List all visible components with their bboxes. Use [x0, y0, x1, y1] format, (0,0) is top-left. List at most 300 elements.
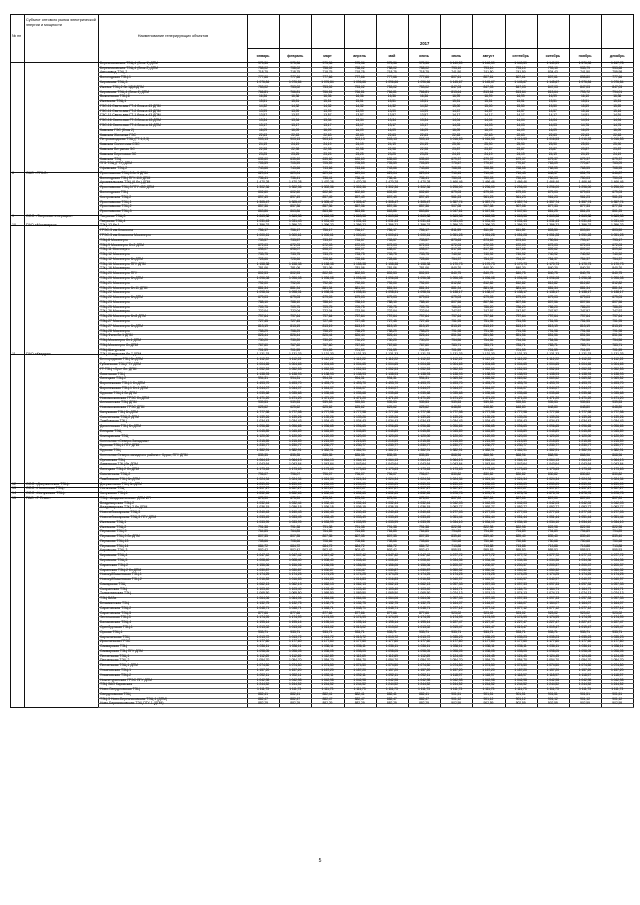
- object-name: ТЭЦ-23 Мосэнерго: [100, 299, 130, 304]
- value-cell: 1 138,93: [417, 371, 431, 376]
- value-cell: 718,75: [290, 70, 301, 75]
- column-divider: [344, 14, 345, 707]
- value-cell: 830,82: [515, 471, 526, 476]
- value-cell: 1 024,34: [610, 476, 624, 481]
- value-cell: 602,60: [258, 189, 268, 194]
- value-cell: 768,55: [451, 166, 462, 171]
- value-cell: 1 145,67: [482, 80, 495, 85]
- value-cell: 13,34: [291, 118, 300, 123]
- value-cell: 1 103,40: [256, 586, 270, 591]
- value-cell: 791,98: [612, 328, 623, 333]
- group-number: 12: [12, 481, 16, 486]
- value-cell: 793,10: [547, 65, 558, 70]
- object-name: Новокуйбышевская ТЭЦ-1: [100, 572, 142, 577]
- value-cell: 1 139,26: [578, 414, 592, 419]
- value-cell: 16,99: [484, 94, 493, 99]
- value-cell: 881,34: [580, 285, 590, 290]
- value-cell: 1 138,17: [546, 290, 559, 295]
- value-cell: 1 035,68: [514, 390, 527, 395]
- value-cell: 1 118,97: [450, 672, 463, 677]
- value-cell: 882,29: [258, 701, 268, 706]
- value-cell: 955,53: [451, 548, 462, 553]
- value-cell: 629,04: [258, 170, 268, 175]
- value-cell: 15,51: [581, 99, 589, 104]
- value-cell: 758,29: [322, 328, 333, 333]
- value-cell: 1 034,10: [578, 519, 592, 524]
- value-cell: 1 092,77: [578, 505, 592, 510]
- value-cell: 1 000,61: [256, 232, 270, 237]
- value-cell: 1 138,17: [482, 290, 495, 295]
- value-cell: 1 777,98: [417, 409, 431, 414]
- value-cell: 705,59: [258, 161, 268, 166]
- value-cell: 705,59: [322, 161, 333, 166]
- value-cell: 770,67: [515, 161, 526, 166]
- value-cell: 901,12: [547, 696, 558, 701]
- value-cell: 708,66: [419, 538, 429, 543]
- value-cell: 1 024,34: [514, 476, 527, 481]
- value-cell: 767,60: [386, 342, 397, 347]
- value-cell: 1 069,52: [449, 376, 463, 381]
- value-cell: 629,04: [419, 170, 429, 175]
- value-cell: 1 064,13: [514, 457, 527, 462]
- value-cell: 672,03: [258, 242, 268, 247]
- value-cell: 675,90: [419, 495, 429, 500]
- object-name: ГЭС-16 Свято-вая ГТ-3 блок-а 43 ДПМ: [100, 118, 161, 123]
- value-cell: 903,13: [322, 137, 333, 142]
- object-name: Уфимская ТЭЦ-2: [100, 166, 128, 171]
- value-cell: 822,98: [612, 524, 623, 529]
- value-cell: 1 092,77: [449, 505, 463, 510]
- value-cell: 1 112,22: [450, 357, 463, 362]
- value-cell: 684,72: [258, 543, 268, 548]
- value-cell: 955,53: [580, 548, 590, 553]
- value-cell: 1 174,99: [449, 615, 463, 620]
- object-name: ТЭЦ-20 Мосэнерго ПГУ: [100, 271, 138, 276]
- value-cell: 1 043,64: [321, 462, 334, 467]
- value-cell: 1 042,98: [417, 677, 431, 682]
- value-cell: 1 470,28: [385, 180, 398, 185]
- value-cell: 736,41: [354, 175, 365, 180]
- value-cell: 1 096,65: [449, 424, 463, 429]
- value-cell: 1 174,99: [546, 615, 559, 620]
- object-name: Нижнетуринская ГРЭС ПГУ ДПМ: [100, 677, 152, 682]
- value-cell: 1 139,26: [353, 414, 366, 419]
- value-cell: 813,64: [451, 89, 462, 94]
- value-cell: 730,20: [258, 338, 268, 343]
- value-cell: 1 177,60: [514, 639, 527, 644]
- value-cell: 1 112,69: [385, 653, 398, 658]
- value-cell: 901,51: [451, 691, 462, 696]
- value-cell: 1 052,53: [449, 366, 463, 371]
- value-cell: 1 045,89: [321, 428, 334, 433]
- value-cell: 813,19: [547, 323, 558, 328]
- value-cell: 1 230,77: [385, 443, 398, 448]
- value-cell: 994,31: [322, 376, 333, 381]
- value-cell: 851,56: [515, 333, 526, 338]
- value-cell: 788,10: [258, 299, 268, 304]
- value-cell: 1 064,06: [385, 596, 398, 601]
- value-cell: 1 157,20: [385, 667, 398, 672]
- value-cell: 1 177,60: [482, 639, 495, 644]
- value-cell: 939,53: [322, 400, 333, 405]
- value-cell: 975,36: [322, 60, 333, 65]
- value-cell: 24,19: [420, 142, 428, 147]
- value-cell: 840,75: [612, 271, 623, 276]
- value-cell: 709,75: [386, 304, 397, 309]
- value-cell: 684,72: [354, 543, 365, 548]
- value-cell: 1 034,10: [482, 519, 495, 524]
- value-cell: 1 045,89: [417, 428, 431, 433]
- value-cell: 847,03: [580, 84, 590, 89]
- value-cell: 14,32: [355, 103, 364, 108]
- value-cell: 1 043,64: [353, 462, 366, 467]
- value-cell: 1 244,52: [353, 682, 366, 687]
- value-cell: 1 173,63: [546, 467, 559, 472]
- value-cell: 1 139,26: [321, 414, 334, 419]
- value-cell: 1 215,59: [449, 438, 463, 443]
- value-cell: 1 096,08: [546, 276, 559, 280]
- value-cell: 1 042,03: [578, 500, 592, 505]
- value-cell: 1 296,00: [449, 185, 463, 190]
- value-cell: 728,66: [386, 256, 397, 261]
- value-cell: 868,96: [580, 452, 590, 457]
- value-cell: 767,60: [322, 342, 333, 347]
- value-cell: 14,32: [259, 103, 267, 108]
- value-cell: 15,51: [548, 99, 557, 104]
- value-cell: 1 030,87: [385, 567, 398, 572]
- value-cell: 882,41: [354, 691, 365, 696]
- value-cell: 1 397,27: [288, 486, 302, 491]
- value-cell: 675,90: [322, 495, 333, 500]
- value-cell: 1 051,44: [482, 515, 495, 519]
- value-cell: 13,34: [387, 118, 396, 123]
- object-name: ТЭЦ-27 Мосэнерго бл.ДПМ: [100, 323, 143, 328]
- value-cell: 1 120,00: [353, 433, 366, 438]
- object-name: Саранская ТЭЦ-2 бл.ДПМ: [100, 567, 142, 572]
- value-cell: 701,59: [580, 347, 590, 352]
- value-cell: 1 045,89: [256, 428, 270, 433]
- value-cell: 1 097,33: [482, 596, 495, 601]
- value-cell: 839,40: [612, 534, 623, 539]
- value-cell: 1 397,27: [353, 486, 366, 491]
- value-cell: 826,44: [322, 333, 333, 338]
- value-cell: 750,68: [547, 538, 558, 543]
- value-cell: 1 239,09: [546, 481, 559, 486]
- value-cell: 13,99: [420, 108, 428, 113]
- value-cell: 1 092,11: [289, 672, 302, 677]
- value-cell: 1 139,26: [417, 414, 431, 419]
- value-cell: 1 074,50: [321, 663, 334, 668]
- value-cell: 783,71: [612, 342, 623, 347]
- value-cell: 701,59: [386, 347, 397, 352]
- value-cell: 750,68: [483, 538, 494, 543]
- value-cell: 1 397,27: [321, 486, 334, 491]
- object-name: Липецкая ТЭЦ-2: [100, 376, 127, 381]
- value-cell: 750,03: [612, 175, 623, 180]
- value-cell: 1 064,13: [546, 457, 559, 462]
- value-cell: 1 051,28: [546, 232, 559, 237]
- value-cell: 897,49: [322, 194, 333, 199]
- value-cell: 1 040,97: [578, 577, 592, 582]
- value-cell: 881,34: [612, 285, 623, 290]
- value-cell: 822,98: [483, 524, 494, 529]
- value-cell: 840,20: [483, 266, 494, 271]
- value-cell: 672,03: [612, 242, 623, 247]
- object-name: Ново-Березниковская ТЭЦ ПГУ-1 (ДПМ): [100, 701, 164, 706]
- value-cell: 1 004,65: [546, 362, 559, 367]
- value-cell: 781,06: [386, 266, 397, 271]
- value-cell: 718,75: [419, 70, 429, 75]
- value-cell: 1 033,99: [417, 519, 431, 524]
- value-cell: 16,09: [484, 127, 493, 132]
- value-cell: 807,56: [547, 299, 558, 304]
- value-cell: 1 096,65: [288, 424, 302, 429]
- value-cell: 23,25: [291, 151, 300, 156]
- value-cell: 1 032,44: [256, 500, 270, 505]
- value-cell: 701,59: [258, 347, 268, 352]
- value-cell: 14,03: [452, 123, 461, 128]
- value-cell: 1 031,43: [321, 218, 334, 223]
- value-cell: 16,09: [387, 127, 396, 132]
- value-cell: 847,03: [515, 84, 526, 89]
- value-cell: 1 174,99: [321, 615, 334, 620]
- value-cell: 635,60: [290, 156, 301, 161]
- value-cell: 1 097,33: [514, 581, 527, 586]
- value-cell: 698,07: [386, 247, 397, 252]
- value-cell: 14,17: [516, 113, 525, 118]
- value-cell: 1 096,65: [385, 424, 398, 429]
- value-cell: 839,40: [580, 534, 590, 539]
- value-cell: 1 832,65: [288, 491, 302, 496]
- value-cell: 1 092,11: [353, 672, 366, 677]
- value-cell: 13,57: [420, 113, 428, 118]
- value-cell: 1 035,68: [417, 390, 431, 395]
- value-cell: 1 033,49: [353, 515, 366, 519]
- value-cell: 1 052,53: [546, 366, 559, 371]
- value-cell: 881,34: [322, 285, 333, 290]
- value-cell: 1 042,98: [288, 677, 302, 682]
- value-cell: 812,82: [451, 280, 462, 285]
- value-cell: 1 124,45: [578, 653, 592, 658]
- value-cell: 672,03: [386, 242, 397, 247]
- value-cell: 1 030,87: [417, 567, 431, 572]
- value-cell: 1 047,61: [482, 209, 495, 214]
- value-cell: 1 062,13: [385, 581, 398, 586]
- value-cell: 1 077,12: [546, 605, 559, 610]
- value-cell: 1 004,65: [353, 362, 366, 367]
- value-cell: 792,00: [322, 280, 333, 285]
- value-cell: 758,29: [258, 328, 268, 333]
- value-cell: 1 008,40: [321, 558, 334, 563]
- value-cell: 1 074,50: [514, 663, 527, 668]
- value-cell: 1 096,08: [417, 276, 431, 280]
- value-cell: 1 111,73: [450, 687, 463, 692]
- value-cell: 16,09: [355, 127, 364, 132]
- value-cell: 835,35: [290, 452, 301, 457]
- value-cell: 24,19: [613, 151, 622, 156]
- value-cell: 1 200,37: [514, 562, 527, 567]
- value-cell: 1 227,47: [514, 620, 527, 625]
- value-cell: 13,17: [420, 123, 428, 128]
- object-name: ТЭЦ-26 Мосэнерго бл.8 ДПМ: [100, 314, 146, 319]
- value-cell: 847,03: [612, 84, 623, 89]
- value-cell: 1 000,61: [353, 232, 366, 237]
- value-cell: 939,53: [386, 400, 397, 405]
- header-organization-col: Субъект оптового рынка электрической энергии и мощности: [26, 18, 96, 27]
- value-cell: 1 118,97: [578, 672, 592, 677]
- value-cell: 807,00: [580, 495, 590, 500]
- value-cell: 1 045,89: [449, 428, 463, 433]
- value-cell: 709,75: [258, 304, 268, 309]
- value-cell: 22,98: [420, 146, 428, 151]
- object-name: ТГЭ ТЭЦ (ГТУ) ДПМ: [100, 161, 133, 166]
- group-divider: [10, 225, 634, 226]
- value-cell: 1 045,89: [385, 428, 398, 433]
- value-cell: 1 077,72: [482, 553, 495, 558]
- value-cell: 1 051,44: [514, 515, 527, 519]
- value-cell: 736,41: [322, 175, 333, 180]
- value-cell: 15,51: [387, 99, 396, 104]
- value-cell: 851,56: [612, 333, 623, 338]
- value-cell: 733,57: [386, 237, 397, 242]
- value-cell: 1 302,36: [353, 185, 366, 190]
- value-cell: 1 131,33: [256, 352, 270, 357]
- value-cell: 1 215,59: [288, 438, 302, 443]
- object-name: ТЭЦ-«Академическая» ДПМ ИП: [100, 495, 151, 500]
- value-cell: 1 493,70: [385, 381, 398, 386]
- value-cell: 1 052,53: [256, 366, 270, 371]
- value-cell: 758,02: [419, 65, 429, 70]
- value-cell: 1 098,31: [321, 290, 334, 295]
- value-cell: 961,23: [451, 194, 462, 199]
- value-cell: 1 173,63: [449, 467, 463, 472]
- value-cell: 740,92: [515, 252, 526, 257]
- value-cell: 939,53: [451, 400, 462, 405]
- value-cell: 1 051,44: [578, 515, 592, 519]
- value-cell: 1 131,33: [417, 352, 431, 357]
- value-cell: 1 174,25: [514, 572, 527, 577]
- value-cell: 1 145,67: [449, 80, 463, 85]
- value-cell: 1 024,34: [288, 476, 302, 481]
- value-cell: 13,99: [387, 108, 396, 113]
- value-cell: 1 054,70: [321, 658, 334, 663]
- value-cell: 1 008,40: [385, 558, 398, 563]
- object-name: ТЭЦ-11 Мосэнерго: [100, 247, 130, 252]
- value-cell: 802,53: [322, 271, 333, 276]
- value-cell: 1 030,87: [321, 567, 334, 572]
- value-cell: 1 878,78: [449, 491, 463, 496]
- value-cell: 23,25: [355, 151, 364, 156]
- value-cell: 14,76: [613, 123, 622, 128]
- value-cell: 902,59: [515, 701, 526, 706]
- value-cell: 1 120,00: [578, 433, 592, 438]
- value-cell: 939,53: [612, 400, 623, 405]
- value-cell: 1 357,74: [546, 199, 559, 204]
- value-cell: 1 045,89: [546, 428, 559, 433]
- value-cell: 1 277,03: [546, 510, 559, 515]
- value-cell: 1 302,36: [385, 185, 398, 190]
- value-cell: 14,04: [452, 118, 461, 123]
- value-cell: 1 112,69: [289, 653, 302, 658]
- value-cell: 1 036,15: [385, 505, 398, 510]
- value-cell: 1 239,09: [385, 481, 398, 486]
- value-cell: 1 139,26: [610, 414, 624, 419]
- value-cell: 16,99: [516, 94, 525, 99]
- object-name: Новочебоксарская ТЭЦ-3 ПГУ ДПМ: [100, 515, 157, 519]
- value-cell: 16,09: [420, 127, 428, 132]
- value-cell: 1 036,15: [321, 505, 334, 510]
- header-month-1: февраль: [287, 54, 304, 58]
- value-cell: 1 054,70: [482, 658, 495, 663]
- value-cell: 1 054,70: [578, 658, 592, 663]
- value-cell: 705,59: [290, 161, 301, 166]
- object-name: ГЭС-11 Свято-вая ГТ-1 блок-а 43 ДПМ: [100, 113, 161, 118]
- value-cell: 1 031,43: [256, 218, 270, 223]
- value-cell: 22,63: [484, 132, 493, 137]
- value-cell: 22,98: [291, 146, 300, 151]
- value-cell: 24,19: [323, 142, 332, 147]
- value-cell: 955,53: [547, 548, 558, 553]
- object-name: Архангельская ТЭЦ (6 бл.) ДПМ: [100, 180, 151, 185]
- object-name: ГРЭС-3 им.Классона Мосэнерго: [100, 232, 151, 237]
- value-cell: 882,29: [419, 701, 429, 706]
- value-cell: 1 174,99: [610, 615, 624, 620]
- value-cell: 953,68: [612, 65, 623, 70]
- value-cell: 802,53: [419, 271, 429, 276]
- value-cell: 1 054,70: [514, 658, 527, 663]
- value-cell: 1 397,27: [256, 486, 270, 491]
- object-name: Саратовская ТЭЦ-5: [100, 610, 132, 615]
- value-cell: 839,40: [451, 534, 462, 539]
- value-cell: 1 244,52: [321, 682, 334, 687]
- value-cell: 1 044,07: [610, 385, 624, 390]
- object-name: Липецкая ТЭЦ-2 бл.ДПМ: [100, 467, 140, 472]
- value-cell: 1 076,84: [256, 80, 270, 85]
- value-cell: 840,20: [547, 266, 558, 271]
- value-cell: 1 111,73: [482, 687, 495, 692]
- value-cell: 1 096,08: [578, 276, 592, 280]
- value-cell: 830,82: [580, 471, 590, 476]
- value-cell: 1 103,40: [321, 586, 334, 591]
- value-cell: 24,19: [355, 142, 364, 147]
- value-cell: 1 138,93: [321, 371, 334, 376]
- value-cell: 1 044,07: [546, 385, 559, 390]
- value-cell: 840,75: [483, 271, 494, 276]
- value-cell: 1 074,50: [288, 663, 302, 668]
- value-cell: 897,49: [354, 194, 365, 199]
- value-cell: 1 174,99: [514, 615, 527, 620]
- value-cell: 1 863,38: [256, 213, 270, 218]
- header-month-9: октябрь: [545, 54, 561, 58]
- object-name: ГТ ТЭЦ «Луч» бл. ДПМ: [100, 366, 137, 371]
- object-name: Владимирская ТЭЦ-2: [100, 500, 135, 505]
- value-cell: 743,66: [354, 166, 365, 171]
- value-cell: 1 470,28: [288, 180, 302, 185]
- value-cell: 1 396,22: [514, 223, 527, 228]
- value-cell: 1 016,53: [449, 137, 463, 142]
- object-name: Новомосковская ГРЭС бл.ДПМ: [100, 395, 150, 400]
- value-cell: 1 138,17: [578, 290, 592, 295]
- value-cell: 1 140,59: [546, 60, 559, 65]
- value-cell: 1 098,05: [288, 648, 302, 653]
- value-cell: 1 042,98: [610, 677, 624, 682]
- value-cell: 766,81: [322, 89, 333, 94]
- value-cell: 722,04: [290, 309, 301, 314]
- value-cell: 1 139,26: [288, 414, 302, 419]
- value-cell: 797,64: [451, 314, 462, 319]
- value-cell: 1 493,70: [578, 381, 592, 386]
- value-cell: 1 013,72: [417, 634, 431, 639]
